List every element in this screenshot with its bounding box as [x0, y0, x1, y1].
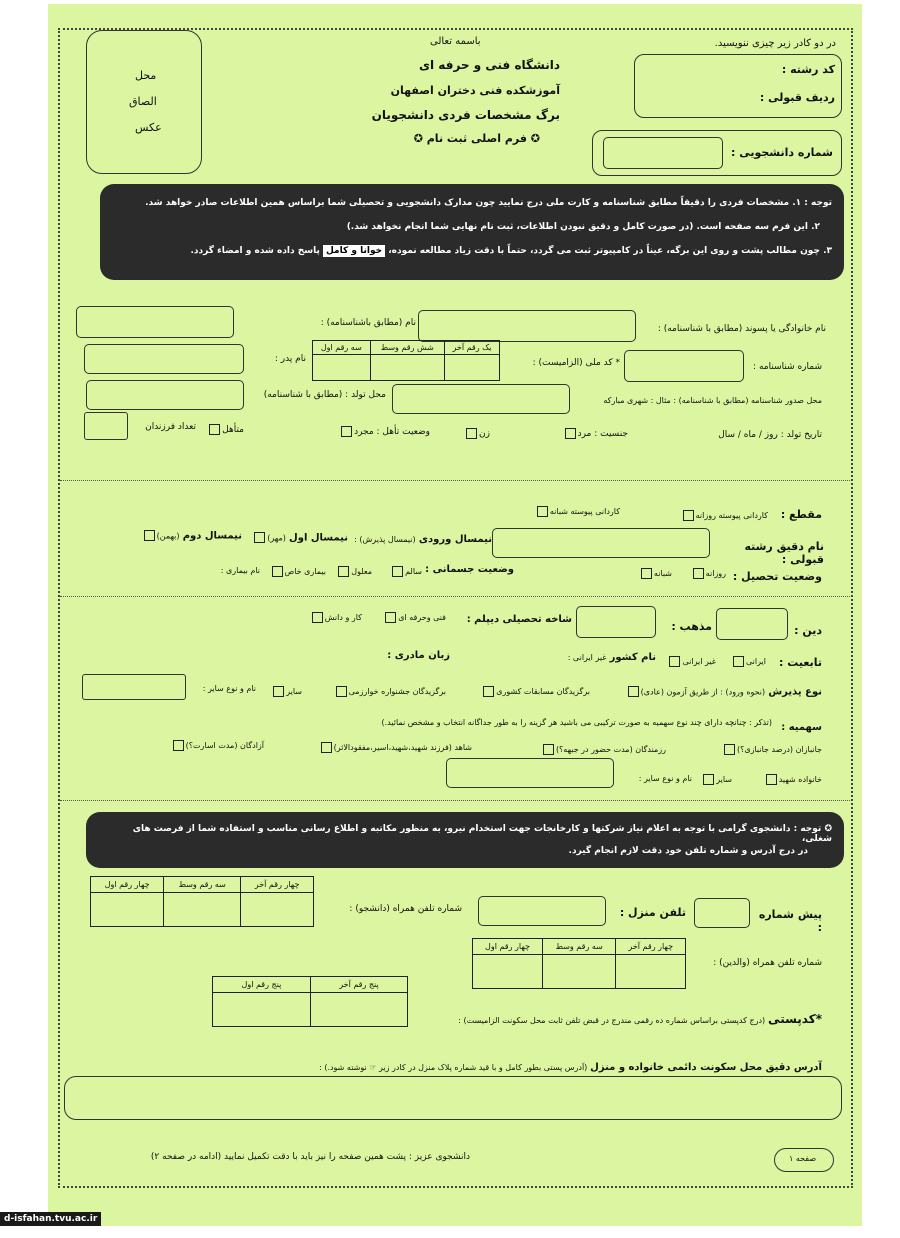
diploma-tech-checkbox[interactable] [385, 612, 396, 623]
field-major-code: کد رشته : [781, 63, 835, 76]
diploma-tech[interactable] [366, 612, 446, 623]
gender-female-checkbox[interactable] [466, 428, 477, 439]
form-subtitle: ✪ فرم اصلی ثبت نام ✪ [413, 132, 540, 145]
sect-input[interactable] [576, 606, 656, 638]
major-label: نام دقیق رشته قبولی : [744, 540, 824, 566]
non-iranian-label: غیر ایرانی [682, 657, 716, 666]
degree-label: مقطع : [780, 508, 822, 521]
admission-national-checkbox[interactable] [483, 686, 494, 697]
major-input[interactable] [492, 528, 710, 558]
degree-day[interactable] [664, 510, 768, 521]
banner-line-3a: ۳. چون مطالب پشت و روی این برگه، عیناً در کامپیوتر ثبت می گردد، حتماً با دقت زیاد مطالعه نموده، [388, 246, 832, 256]
nc-head-mid: شش رقم وسط [370, 341, 444, 355]
photo-label-2: الصاق [129, 95, 157, 108]
term-second-note: (بهمن) [156, 531, 180, 541]
disease-name-label: نام بیماری : [220, 566, 260, 575]
banner2-line-1: ✪ توجه : دانشجوی گرامی با توجه به اعلام نیاز شرکتها و کارخانجات جهت استخدام نیرو، به منظور مکاتبه و اطلاع رسانی مناسب و استفاده شما از فرصت های شغلی، [132, 824, 832, 844]
children-label: تعداد فرزندان [145, 422, 196, 432]
entry-term-note: (نیمسال پذیرش) : [354, 535, 416, 544]
marital-single[interactable] [290, 426, 430, 437]
mob-cell-first[interactable] [91, 893, 164, 927]
nationality-iranian[interactable] [716, 656, 766, 667]
term-first-label: نیمسال اول [289, 532, 348, 544]
mobile-grid[interactable] [90, 876, 314, 927]
veterans-checkbox[interactable] [724, 744, 735, 755]
nationality-label: تابعیت : [779, 656, 822, 669]
freed-label: آزادگان (مدت اسارت؟) [185, 741, 264, 750]
diploma-kar[interactable] [282, 612, 362, 623]
quota-other-checkbox[interactable] [703, 774, 714, 785]
martyr-checkbox[interactable] [321, 742, 332, 753]
college-name: آموزشکده فنی دختران اصفهان [390, 84, 560, 97]
term-first[interactable] [248, 532, 348, 544]
term-second-checkbox[interactable] [144, 530, 155, 541]
id-number-label: شماره شناسنامه : [753, 362, 822, 372]
top-note: در دو کادر زیر چیزی ننویسید. [714, 38, 836, 49]
degree-night[interactable] [510, 506, 620, 517]
term-second[interactable] [122, 530, 242, 542]
marital-label: وضعیت تأهل : مجرد [354, 427, 430, 437]
form-title: برگ مشخصات فردی دانشجویان [371, 108, 560, 122]
admission-other-label: سایر [286, 687, 302, 696]
parent-mobile-grid[interactable] [472, 938, 686, 989]
page-number-badge [774, 1148, 834, 1172]
special-disease-checkbox[interactable] [272, 566, 283, 577]
admission-national-label: برگزیدگان مسابقات کشوری [496, 687, 590, 696]
birth-place-label: محل تولد : (مطابق با شناسنامه) [263, 390, 386, 400]
national-code-grid[interactable] [312, 340, 500, 381]
banner2-line-2: در درج آدرس و شماره تلفن خود دقت لازم انجام گیرد. [568, 846, 808, 856]
sect-label: مذهب : [671, 620, 712, 633]
country-note: غیر ایرانی : [567, 653, 607, 662]
section-divider-2 [60, 596, 850, 597]
degree-night-checkbox[interactable] [537, 506, 548, 517]
physical-label: وضعیت جسمانی : [425, 564, 514, 575]
special-disease-label: بیماری خاص [284, 567, 326, 576]
banner-highlight: خوانا و کامل [323, 245, 385, 257]
first-name-input[interactable] [76, 306, 234, 338]
pmob-cell-mid[interactable] [542, 955, 616, 989]
postal-label: *کدپستی [768, 1012, 822, 1026]
mother-tongue-label: زبان مادری : [387, 650, 450, 661]
footer-note: دانشجوی عزیز : پشت همین صفحه را نیز باید با دقت تکمیل نمایید (ادامه در صفحه ۲) [150, 1152, 470, 1162]
quota-fighters[interactable] [476, 744, 666, 755]
degree-day-checkbox[interactable] [683, 510, 694, 521]
entry-term-label: نیمسال ورودی [418, 534, 492, 545]
photo-label-1: محل [135, 69, 157, 82]
nc-cell-mid[interactable] [370, 355, 444, 381]
birth-date-label: تاریخ تولد : روز / ماه / سال [718, 430, 822, 440]
banner-line-2: ۲. این فرم سه صفحه است. (در صورت کامل و دقیق نبودن اطلاعات، ثبت نام نهایی شما انجام نخواهد شد.) [346, 222, 820, 232]
admission-other-name-label: نام و نوع سایر : [202, 684, 256, 693]
iranian-checkbox[interactable] [733, 656, 744, 667]
pmob-head-first: چهار رقم اول [473, 939, 543, 955]
quota-veterans[interactable] [670, 744, 822, 755]
status-night-checkbox[interactable] [641, 568, 652, 579]
term-first-note: (مهر) [267, 533, 286, 543]
last-name-input[interactable] [418, 310, 636, 342]
university-name: دانشگاه فنی و حرفه ای [419, 58, 560, 72]
entry-term [344, 534, 492, 545]
office-use-box [634, 54, 842, 118]
photo-label-3: عکس [135, 121, 162, 134]
religion-input[interactable] [716, 608, 788, 640]
home-phone-input[interactable] [478, 896, 606, 926]
banner-line-3b: پاسخ داده شده و امضاء گردد. [190, 246, 320, 256]
healthy-checkbox[interactable] [392, 566, 403, 577]
quota-freed[interactable] [122, 740, 264, 751]
gender-female[interactable] [440, 428, 490, 439]
status-day[interactable] [676, 568, 726, 579]
quota-other[interactable] [692, 774, 732, 785]
physical-disabled[interactable] [326, 566, 372, 577]
admission-other-checkbox[interactable] [273, 686, 284, 697]
children-input[interactable] [84, 412, 128, 440]
admission-national[interactable] [450, 686, 590, 697]
national-code-label: * کد ملی (الزامیست) : [532, 358, 620, 368]
marital-married[interactable] [194, 424, 244, 435]
banner-line-1: توجه : ۱. مشخصات فردی را دقیقاً مطابق شناسنامه و کارت ملی درج نمایید چون مدارک دانشجویی و تحصیلی شما براساس همین اطلاعات صادر خواهد شد. [145, 198, 832, 208]
postal-row [412, 1012, 822, 1026]
admission-type-label: نوع پذیرش [768, 686, 822, 698]
address-label: آدرس دقیق محل سکونت دائمی خانواده و منزل [590, 1062, 822, 1073]
field-admission-rank: ردیف قبولی : [759, 91, 835, 104]
martyr-family-label: خانواده شهید [778, 775, 822, 784]
physical-special[interactable] [264, 566, 326, 577]
mob-head-mid: سه رقم وسط [164, 877, 241, 893]
disabled-checkbox[interactable] [338, 566, 349, 577]
quota-other-label: سایر [716, 775, 732, 784]
mob-cell-mid[interactable] [164, 893, 241, 927]
quota-martyr[interactable] [268, 742, 472, 753]
religion-label: دین : [794, 624, 822, 637]
section-divider-1 [60, 480, 850, 481]
attention-banner [100, 184, 844, 280]
address-note: (آدرس پستی بطور کامل و با قید شماره پلاک منزل در کادر زیر ☞ نوشته شود.) : [319, 1063, 588, 1072]
martyr-label: شاهد (فرزند شهید،شهید،اسیر،مفقودالاثر) [333, 743, 472, 752]
quota-other-input[interactable] [446, 758, 614, 788]
fighters-checkbox[interactable] [543, 744, 554, 755]
mob-cell-last[interactable] [241, 893, 314, 927]
country-label: نام کشور [609, 652, 656, 663]
banner-line-3 [132, 246, 832, 256]
gender-male-checkbox[interactable] [565, 428, 576, 439]
non-iranian-checkbox[interactable] [669, 656, 680, 667]
nc-cell-first[interactable] [313, 355, 371, 381]
area-code-label: پیش شماره : [758, 908, 822, 934]
postal-note: (درج کدپستی براساس شماره ده رقمی مندرج در قبض تلفن ثابت محل سکونت الزامیست) : [458, 1016, 766, 1025]
admission-note: (نحوه ورود) : از طریق آزمون (عادی) [640, 687, 766, 697]
country-field [538, 652, 656, 663]
single-checkbox[interactable] [341, 426, 352, 437]
father-name-label: نام پدر : [274, 354, 306, 364]
mob-head-last: چهار رقم آخر [241, 877, 314, 893]
issue-place-label: محل صدور شناسنامه (مطابق با شناسنامه) : مثال : شهری مبارکه [603, 396, 822, 405]
admission-other-input[interactable] [82, 674, 186, 700]
address-input[interactable] [64, 1076, 842, 1120]
admission-kharazmi[interactable] [306, 686, 446, 697]
gender-male-label: جنسیت : مرد [577, 429, 628, 439]
admission-type [596, 686, 822, 698]
mobile-label: شماره تلفن همراه (دانشجو) : [349, 904, 462, 914]
nc-head-last: یک رقم آخر [444, 341, 499, 355]
student-number-label: شماره دانشجویی : [730, 146, 833, 159]
diploma-kar-label: کار و دانش [324, 613, 362, 622]
postal-head-first: پنج رقم اول [213, 977, 311, 993]
pmob-cell-last[interactable] [616, 955, 686, 989]
admission-kharazmi-label: برگزیدگان جشنواره خوارزمی [348, 687, 446, 696]
photo-box [86, 30, 202, 174]
term-first-checkbox[interactable] [254, 532, 265, 543]
postal-cell-first[interactable] [213, 993, 311, 1027]
gender-female-label: زن [479, 429, 490, 439]
student-number-input[interactable] [603, 137, 723, 169]
postal-code-grid[interactable] [212, 976, 408, 1027]
admission-exam-checkbox[interactable] [628, 686, 639, 697]
degree-day-label: کاردانی پیوسته روزانه [695, 511, 768, 520]
nc-cell-last[interactable] [444, 355, 499, 381]
parent-mobile-label: شماره تلفن همراه (والدین) : [713, 958, 822, 968]
pmob-cell-first[interactable] [473, 955, 543, 989]
basmala: باسمه تعالی [430, 36, 481, 47]
term-second-label: نیمسال دوم [182, 530, 242, 542]
married-checkbox[interactable] [209, 424, 220, 435]
id-number-input[interactable] [624, 350, 744, 382]
employment-banner [86, 812, 844, 868]
status-day-checkbox[interactable] [693, 568, 704, 579]
page-number: صفحه ۱ [789, 1154, 817, 1163]
gender-male[interactable] [528, 428, 628, 439]
quota-martyr-family[interactable] [736, 774, 822, 785]
address-row [280, 1062, 822, 1073]
first-name-label: نام (مطابق باشناسنامه) : [320, 318, 416, 328]
issue-place-input[interactable] [392, 384, 570, 414]
nationality-foreign[interactable] [660, 656, 716, 667]
status-day-label: روزانه [705, 569, 726, 578]
admission-kharazmi-checkbox[interactable] [336, 686, 347, 697]
quota-label: سهمیه : [781, 722, 822, 733]
postal-cell-last[interactable] [310, 993, 407, 1027]
quota-note: (تذکر : چنانچه دارای چند نوع سهمیه به صورت ترکیبی می باشید هر گزینه را به طور جداگانه انتخاب و مشخص نمائید.) [381, 718, 772, 727]
pmob-head-last: چهار رقم آخر [616, 939, 686, 955]
married-label: متأهل [222, 425, 244, 435]
freed-checkbox[interactable] [173, 740, 184, 751]
student-number-box[interactable] [592, 130, 842, 176]
disabled-label: معلول [351, 567, 372, 576]
birth-place-input[interactable] [86, 380, 244, 410]
martyr-family-checkbox[interactable] [766, 774, 777, 785]
section-divider-3 [60, 800, 850, 801]
last-name-label: نام خانوادگی یا پسوند (مطابق با شناسنامه) : [657, 324, 826, 334]
diploma-label: شاخه تحصیلی دیپلم : [466, 614, 572, 625]
quota-other-name-label: نام و نوع سایر : [638, 774, 692, 783]
status-night-label: شبانه [653, 569, 672, 578]
fighters-label: رزمندگان (مدت حضور در جبهه؟) [555, 745, 666, 754]
home-phone-label: تلفن منزل : [619, 906, 686, 919]
nc-head-first: سه رقم اول [313, 341, 371, 355]
diploma-kar-checkbox[interactable] [312, 612, 323, 623]
postal-head-last: پنج رقم آخر [310, 977, 407, 993]
veterans-label: جانبازان (درصد جانبازی؟) [737, 745, 822, 754]
status-label: وضعیت تحصیل : [732, 570, 822, 583]
iranian-label: ایرانی [746, 657, 766, 666]
physical-healthy[interactable] [376, 566, 422, 577]
area-code-input[interactable] [694, 898, 750, 928]
diploma-tech-label: فنی وحرفه ای [398, 613, 446, 622]
site-badge[interactable]: d-isfahan.tvu.ac.ir [0, 1212, 101, 1226]
mob-head-first: چهار رقم اول [91, 877, 164, 893]
father-name-input[interactable] [84, 344, 244, 374]
healthy-label: سالم [405, 567, 422, 576]
admission-other[interactable] [256, 686, 302, 697]
degree-night-label: کاردانی پیوسته شبانه [549, 507, 620, 516]
status-night[interactable] [628, 568, 672, 579]
pmob-head-mid: سه رقم وسط [542, 939, 616, 955]
